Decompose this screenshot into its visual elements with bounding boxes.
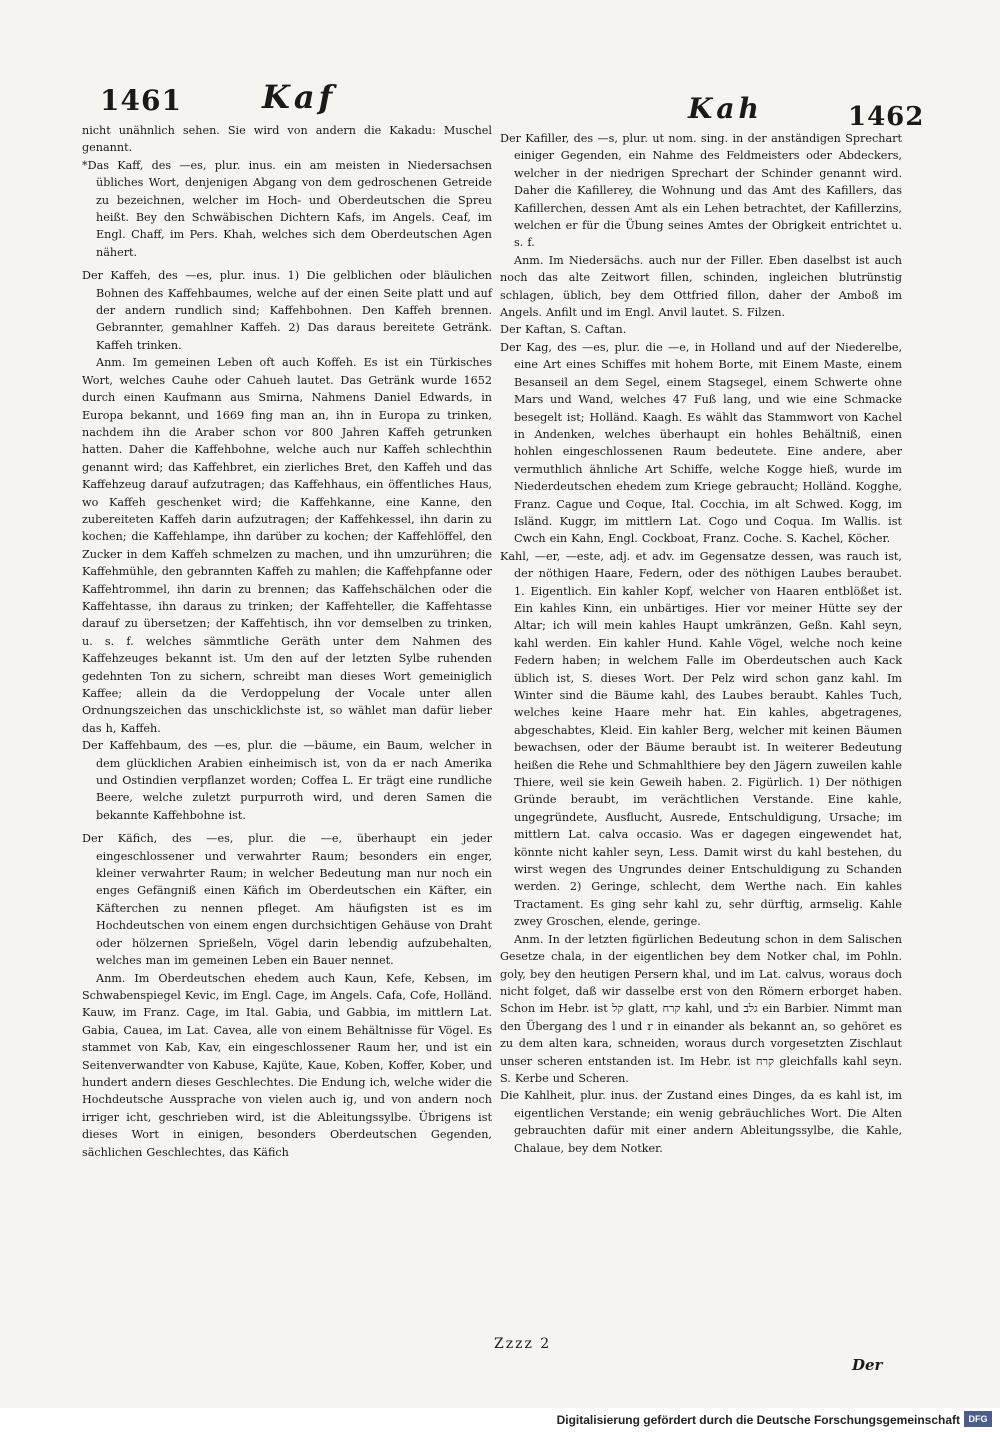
right-page-number: 1462 <box>848 102 925 132</box>
footer-bar <box>0 1408 1000 1432</box>
entry-kaffehbaum: Der Kaffehbaum, des —es, plur. die —bäume, ein Baum, welcher in dem glücklichen Arabien einheimisch ist, von da er nach Amerika und Ostindien verpflanzet worden; Coffea L. Er trägt eine rundliche Beere, welche zuletzt purpurroth wird, und deren Samen die bekannte Kaffehbohne ist. <box>82 739 492 822</box>
left-running-headword: Kaf <box>262 78 337 116</box>
right-running-headword: Kah <box>688 92 763 125</box>
catchword: Der <box>852 1356 883 1374</box>
entry-kaffeh: Der Kaffeh, des —es, plur. inus. 1) Die gelblichen oder bläulichen Bohnen des Kaffehbaumes, welche auf der einen Seite platt und auf der andern rundlich sind; Kaffehbohnen. Den Kaffeh brennen. Gebrannter, gemahlner Kaffeh. 2) Das daraus bereitete Getränk. Kaffeh trinken. <box>82 269 492 352</box>
entry-kahl-note: Anm. In der letzten figürlichen Bedeutung schon in dem Salischen Gesetze chala, in der eigentlichen bey dem Notker chal, im Pohln. goly, bey den heutigen Persern khal, und im Lat. calvus, woraus doch nicht folget, daß wir dasselbe erst von den Römern erborget haben. Schon im Hebr. ist קל glatt, קרח kahl, und גלב ein Barbier. Nimmt man den Übergang des l und r in einander als bekannt an, so gehöret es zu dem alten kara, schneiden, woraus durch vorgesetzten Zischlaut unser scheren entstanden ist. Im Hebr. ist קרח gleichfalls kahl seyn. S. Kerbe und Scheren. <box>500 932 902 1085</box>
page-header <box>0 78 1000 132</box>
entry-kag: Der Kag, des —es, plur. die —e, in Holland und auf der Niederelbe, eine Art eines Schiffes mit hohem Borte, mit Einem Maste, einem Besanseil an dem Segel, einem Stagsegel, einem Schwerte ohne Mars und Wand, welches 47 Fuß lang, und wie eine Schmacke besegelt ist; Holländ. Kaagh. Es wählt das Stammwort von Kachel in Andenken, welches überhaupt ein hohles Behältniß, einen hohlen eingeschlossenen Raum bedeutete. Eine andere, aber vermuthlich ähnliche Art Schiffe, welche Kogge hieß, wurde im Niederdeutschen ehedem zum Kriege gebraucht; Holländ. Kogghe, Franz. Cague und Coque, Ital. Cocchia, im alt Schwed. Kogg, im Isländ. Kuggr, im mittlern Lat. Cogo und Coqua. Im Wallis. ist Cwch ein Kahn, Engl. Cockboat, Franz. Coche. S. Kachel, Köcher. <box>500 340 902 546</box>
left-page-number: 1461 <box>100 84 182 117</box>
right-column <box>500 130 902 1157</box>
funding-note: Digitalisierung gefördert durch die Deutsche Forschungsgemeinschaft <box>556 1413 960 1427</box>
dfg-logo-icon: DFG <box>964 1411 992 1427</box>
entry-kaefich-note: Anm. Im Oberdeutschen ehedem auch Kaun, Kefe, Kebsen, im Schwabenspiegel Kevic, im Engl. Cage, im Angels. Cafa, Cofe, Holländ. Kauw, im Franz. Cage, im Ital. Gabia, und Gabbia, im mittlern Lat. Gabia, Cauea, im Lat. Cavea, alle von einem Behältnisse für Vögel. Es stammet von Kab, Kav, ein eingeschlossener Raum her, und ist ein Seitenverwandter von Kabuse, Kajüte, Kaue, Koben, Koffer, Kober, und hundert andern dieses Geschlechtes. Die Endung ich, welche wider die Hochdeutsche Aussprache von vielen auch ig, und von andern noch irriger icht, geschrieben wird, ist die Ableitungssylbe. Übrigens ist dieses Wort in einigen, besonders Oberdeutschen Gegenden, sächlichen Geschlechtes, das Käfich <box>82 971 492 1159</box>
left-column <box>82 122 492 1161</box>
entry-text: nicht unähnlich sehen. Sie wird von andern die Kakadu: Muschel genannt. <box>82 124 492 155</box>
entry-kafiller: Der Kafiller, des —s, plur. ut nom. sing. in der anständigen Sprechart einiger Gegenden, ein Nahme des Feldmeisters oder Abdeckers, welcher in der niedrigen Sprechart der Schinder genannt wird. Daher die Kafillerey, die Wohnung und das Amt des Kafillers, das Kafillerchen, dessen Amt als ein Lehen betrachtet, der Kafillerzins, welchen er für die Übung seines Amtes der Obrigkeit entrichtet u. s. f. <box>500 132 902 250</box>
printer-signature: Zzzz 2 <box>494 1336 552 1352</box>
entry-kahl: Kahl, —er, —este, adj. et adv. im Gegensatze dessen, was rauch ist, der nöthigen Haare, Federn, oder des nöthigen Laubes beraubet. 1. Eigentlich. Ein kahler Kopf, welcher von Haaren entblößet ist. Ein kahles Kinn, ein unbärtiges. Hier vor meiner Hütte sey der Altar; ich will mein kahles Haupt umkränzen, Geßn. Kahl seyn, kahl werden. Ein kahler Hund. Kahle Vögel, welche noch keine Federn haben; in welchem Falle im Oberdeutschen auch Kack üblich ist, S. dieses Wort. Der Pelz wird schon ganz kahl. Im Winter sind die Bäume kahl, des Laubes beraubt. Kahles Tuch, welches keine Haare mehr hat. Ein kahles, abgetragenes, abgeschabtes, Kleid. Ein kahler Berg, welcher mit keinen Bäumen bewachsen, oder der Bäume beraubt ist. In weiterer Bedeutung heißen die Rehe und Schmahlthiere bey den Jägern zuweilen kahle Thiere, weil sie kein Geweih haben. 2. Figürlich. 1) Der nöthigen Gründe beraubt, im verächtlichen Verstande. Eine kahle, ungegründete, Ausflucht, Ausrede, Entschuldigung, Ursache; im mittlern Lat. calva occasio. Was er dagegen eingewendet hat, könnte nicht kahler seyn, Less. Damit wirst du kahl bestehen, du wirst wegen des Ungrundes deiner Entschuldigung zu Schanden werden. 2) Geringe, schlecht, dem Werthe nach. Ein kahles Tractament. Es ging sehr kahl zu, sehr dürftig, armselig. Kahle zwey Groschen, elende, geringe. <box>500 549 902 929</box>
entry-kafiller-note: Anm. Im Niedersächs. auch nur der Filler. Eben daselbst ist auch noch das alte Zeitwort fillen, schinden, ingleichen blutrünstig schlagen, üblich, bey dem Ottfried fillon, daher der Amboß im Angels. Anfilt und im Engl. Anvil lautet. S. Filzen. <box>500 253 902 320</box>
entry-kahlheit: Die Kahlheit, plur. inus. der Zustand eines Dinges, da es kahl ist, im eigentlichen Verstande; ein wenig gebräuchliches Wort. Die Alten gebrauchten dafür mit einer andern Ableitungssylbe, die Kahle, Chalaue, bey dem Notker. <box>500 1089 902 1155</box>
entry-kaffeh-note: Anm. Im gemeinen Leben oft auch Koffeh. Es ist ein Türkisches Wort, welches Cauhe oder Cahueh lautet. Das Getränk wurde 1652 durch einen Kaufmann aus Smirna, Nahmens Daniel Edwards, in Europa bekannt, und 1669 fing man an, ihn in Europa zu trinken, nachdem ihn die Araber schon vor 800 Jahren Kaffeh getrunken hatten. Daher die Kaffehbohne, welche auch nur Kaffeh schlechthin genannt wird; das Kaffehbret, ein zierliches Bret, den Kaffeh und das Kaffehzeug darauf aufzutragen; das Kaffehhaus, ein öffentliches Haus, wo Kaffeh geschenket wird; die Kaffehkanne, eine Kanne, den zubereiteten Kaffeh darin aufzutragen; der Kaffehkessel, ihn darin zu kochen; die Kaffehlampe, ihn darüber zu kochen; der Kaffehlöffel, den Zucker in dem Kaffeh schmelzen zu machen, und ihn umzurühren; die Kaffehmühle, den gebrannten Kaffeh zu mahlen; die Kaffehpfanne oder Kaffehtrommel, ihn darin zu brennen; das Kaffehschälchen oder die Kaffehtasse, ihn daraus zu trinken; der Kaffehteller, die Kaffehtasse darauf zu übersetzen; der Kaffehtisch, ihn vor demselben zu trinken, u. s. f. welches sämmtliche Geräth unter dem Nahmen des Kaffehzeuges bekannt ist. Um den auf der letzten Sylbe ruhenden gedehnten Ton zu sichern, schreibt man dieses Wort gemeiniglich Kaffee; allein da die Verdoppelung der Vocale unter allen Ordnungszeichen das unschicklichste ist, so wählet man dafür lieber das h, Kaffeh. <box>82 356 492 735</box>
entry-kaftan: Der Kaftan, S. Caftan. <box>500 323 627 337</box>
entry-kaff: *Das Kaff, des —es, plur. inus. ein am meisten in Niedersachsen übliches Wort, denjenigen Abgang von dem gedroschenen Getreide zu bezeichnen, welcher im Hoch- und Oberdeutschen die Spreu heißt. Bey den Schwäbischen Dichtern Kafs, im Angels. Ceaf, im Engl. Chaff, im Pers. Khah, welches sich dem Oberdeutschen Agen nähert. <box>82 158 492 259</box>
entry-kaefich: Der Käfich, des —es, plur. die —e, überhaupt ein jeder eingeschlossener und verwahrter Raum; besonders ein enger, kleiner verwahrter Raum; in welcher Bedeutung man nur noch ein enges Gefängniß einen Käfich im Oberdeutschen ein Käfter, ein Käfterchen zu nennen pfleget. Am häufigsten ist es im Hochdeutschen von einem engen durchsichtigen Gehäuse von Draht oder hölzernen Sprießeln, Vögel darin lebendig aufzubehalten, welches man im gemeinen Leben ein Bauer nennet. <box>82 832 492 968</box>
